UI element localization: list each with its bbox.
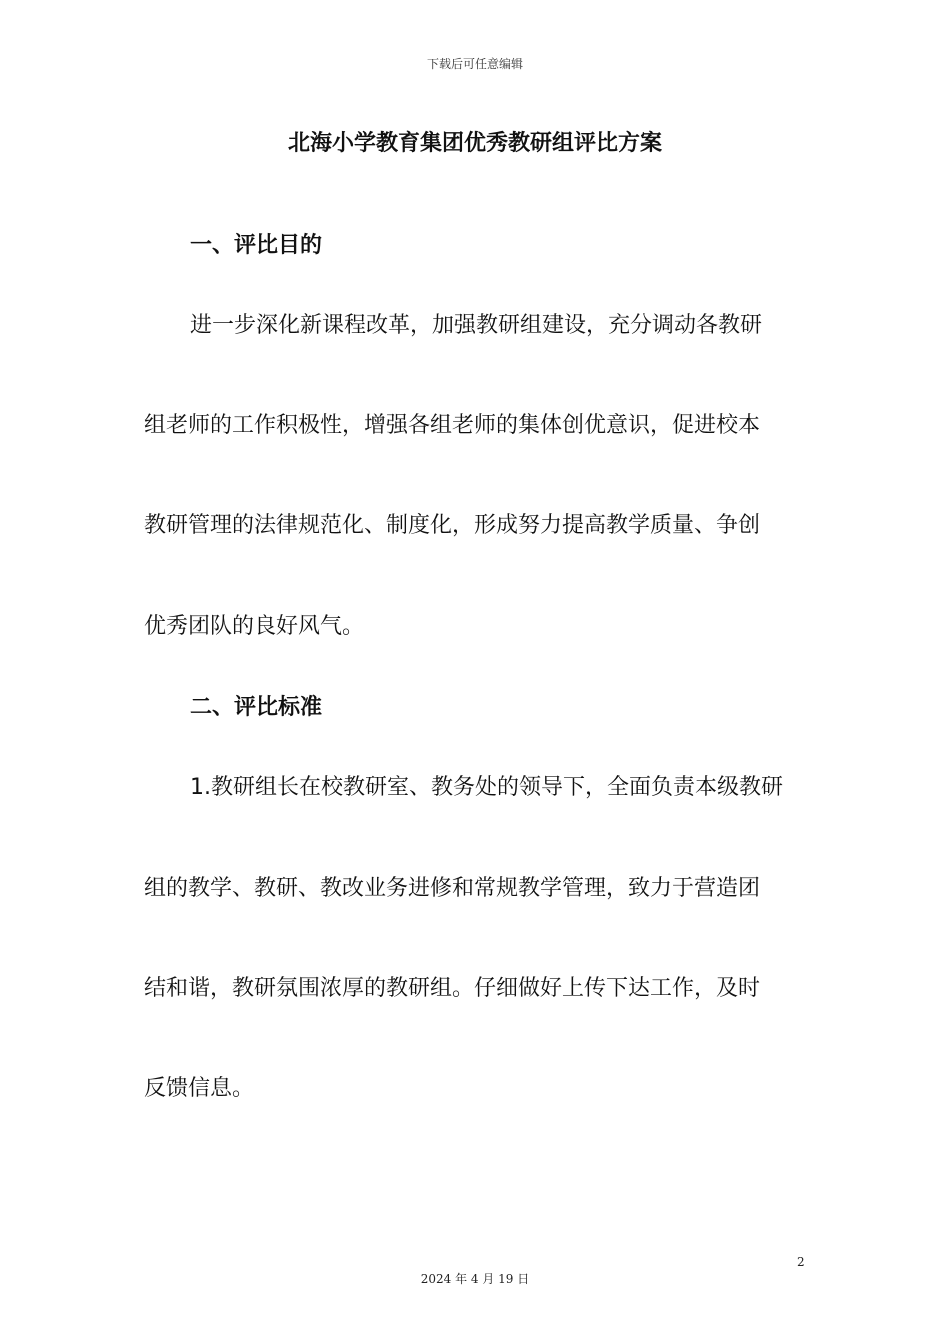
document-title: 北海小学教育集团优秀教研组评比方案: [287, 131, 662, 156]
footer-date: 2024 年 4 月 19 日: [420, 1272, 530, 1286]
paragraph-line: 结和谐，教研氛围浓厚的教研组。仔细做好上传下达工作，及时: [144, 976, 761, 1001]
paragraph-line: 进一步深化新课程改革，加强教研组建设，充分调动各教研: [190, 313, 763, 338]
paragraph-line: 反馈信息。: [144, 1076, 255, 1101]
section-heading-purpose: 一、评比目的: [190, 233, 323, 258]
paragraph-line: 优秀团队的良好风气。: [144, 614, 365, 639]
paragraph-line: 组的教学、教研、教改业务进修和常规教学管理，致力于营造团: [144, 876, 761, 901]
paragraph-line: 教研管理的法律规范化、制度化，形成努力提高教学质量、争创: [144, 513, 761, 538]
paragraph-line: 组老师的工作积极性，增强各组老师的集体创优意识，促进校本: [144, 413, 761, 438]
paragraph-line: 1.教研组长在校教研室、教务处的领导下，全面负责本级教研: [190, 775, 783, 800]
section-heading-criteria: 二、评比标准: [190, 695, 323, 720]
page-number: 2: [797, 1255, 805, 1269]
header-note: 下载后可任意编辑: [426, 57, 523, 71]
